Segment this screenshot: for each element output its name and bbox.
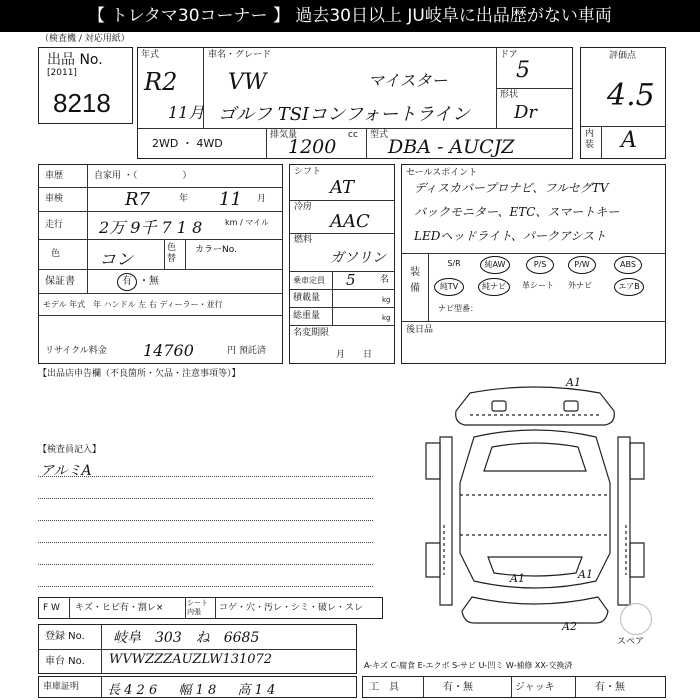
- equip-sr: S/R: [447, 259, 461, 268]
- damage-mark-rear: A1: [510, 572, 525, 585]
- year-value: R2: [144, 68, 178, 96]
- mileage-value: 2万 9千 7 1 8: [99, 218, 203, 237]
- equip-ext-navi: 外ナビ: [568, 281, 592, 290]
- navi-model-label: ナビ型番：: [438, 304, 478, 313]
- sales-point-line-1: ディスカバープロナビ、フルセグTV: [414, 181, 609, 195]
- score-value: 4.5: [607, 78, 655, 113]
- score-box: [580, 47, 666, 159]
- ac-label: 冷房: [294, 202, 313, 212]
- registration-table: [38, 624, 357, 674]
- sales-point-line-3: LEDヘッドライト、パークアシスト: [414, 229, 607, 243]
- km-unit: km / マイル: [225, 218, 270, 227]
- equip-leather-seat: 革シート: [522, 281, 554, 290]
- damage-mark-front: A1: [566, 376, 581, 389]
- warranty-no: ・無: [139, 276, 159, 287]
- recycle-value: 14760: [143, 341, 194, 360]
- sales-point-line-2: バックモニター、ETC、スマートキー: [414, 205, 620, 219]
- equipment-label: 装備: [410, 267, 420, 294]
- lot-year-tag: [2011]: [47, 68, 77, 78]
- fuel-value: ガソリン: [330, 250, 386, 266]
- shape-value: Dr: [514, 102, 538, 123]
- capacity-label: 乗車定員: [293, 276, 325, 285]
- type-label: 型式: [370, 130, 389, 140]
- spare-tire-icon: [620, 603, 652, 635]
- drive-value: 2WD ・ 4WD: [152, 137, 223, 150]
- interior-label: 内装: [585, 129, 595, 150]
- interior-value: A: [621, 128, 637, 153]
- weight-label: 総重量: [293, 311, 321, 321]
- door-label: ドア: [500, 50, 518, 60]
- change-label: 名変期限: [293, 328, 330, 338]
- lot-number: 8218: [53, 88, 111, 118]
- late-items-label: 後日品: [406, 325, 434, 335]
- seat-text: コゲ・穴・汚レ・シミ・破レ・スレ: [219, 603, 364, 613]
- make-value: VW: [228, 70, 267, 95]
- model-value: マイスター: [368, 71, 448, 90]
- cert-row: [38, 676, 357, 698]
- color-change-label: 色替: [167, 243, 177, 264]
- equip-pw: P/W: [568, 256, 596, 274]
- chassis-value: WVWZZZAUZLW131072: [109, 652, 273, 667]
- jack-label: ジャッキ: [515, 682, 555, 693]
- history-box: [38, 164, 283, 364]
- tools-row: [362, 676, 666, 698]
- lot-box: [38, 47, 133, 124]
- color-label: 色: [51, 249, 61, 259]
- sales-box: [401, 164, 666, 364]
- banner-title: 【 トレタマ30コーナー 】 過去30日以上 JU岐阜に出品歴がない車両: [0, 0, 700, 32]
- spare-label: スペア: [617, 637, 645, 647]
- shaken-year-unit: 年: [179, 194, 189, 204]
- reg-value: 岐阜 303 ね 6685: [113, 630, 260, 646]
- color-value: コン: [99, 250, 133, 270]
- cc-unit: cc: [348, 130, 358, 140]
- shaken-month-unit: 月: [257, 194, 267, 204]
- damage-mark-bumper: A2: [562, 620, 577, 633]
- name-label: 車名・グレード: [208, 50, 272, 60]
- car-damage-diagram: [400, 375, 670, 630]
- warranty-yes: 有: [117, 273, 137, 291]
- recycle-label: リサイクル料金: [45, 346, 107, 356]
- damage-legend: A-キズ C-腐食 E-エクボ S-サビ U-凹ミ W-補修 XX-交換済: [364, 661, 573, 670]
- shift-value: AT: [330, 177, 355, 198]
- mileage-label: 走行: [45, 220, 64, 230]
- fw-text: キズ・ヒビ有・割レ×: [75, 603, 164, 613]
- door-value: 5: [516, 58, 530, 83]
- month-value: 11月: [168, 103, 205, 122]
- spec-box: [289, 164, 395, 364]
- seat-label: シート 内張: [187, 599, 208, 616]
- fuel-label: 燃料: [294, 235, 313, 245]
- sales-points-label: セールスポイント: [406, 168, 478, 178]
- year-label: 年式: [141, 50, 160, 60]
- cert-label: 車庫証明: [43, 682, 80, 692]
- displacement-value: 1200: [288, 136, 337, 158]
- displacement-label: 排気量: [270, 130, 298, 140]
- ac-value: AAC: [330, 211, 370, 232]
- model-line: モデル 年式 年 ハンドル 左 右 ディーラー・並行: [43, 300, 223, 309]
- shaken-year: R7: [125, 189, 151, 210]
- fw-label: F W: [43, 603, 60, 613]
- weight-kg-unit: kg: [382, 314, 391, 322]
- equip-ps: P/S: [526, 256, 554, 274]
- inspector-note: アルミA: [40, 463, 92, 479]
- recycle-unit: 円 預託済: [227, 346, 266, 356]
- shaken-month: 11: [219, 189, 242, 210]
- cert-value: 長 4 2 6 幅 1 8 高 1 4: [107, 683, 276, 698]
- capacity-value: 5: [346, 271, 356, 289]
- header-partial: （検査機 / 対応用紙）: [40, 34, 130, 44]
- equip-genuine-tv: 純TV: [434, 278, 464, 296]
- shift-label: シフト: [294, 167, 322, 177]
- reg-label: 登録 No.: [45, 631, 85, 642]
- history-label: 車歴: [45, 171, 64, 181]
- jack-value: 有・無: [595, 682, 625, 693]
- damage-mark-right: A1: [578, 568, 593, 581]
- equip-abs: ABS: [614, 256, 642, 274]
- fw-row: [38, 597, 383, 619]
- warranty-label: 保証書: [45, 276, 75, 287]
- shaken-label: 車検: [45, 194, 64, 204]
- lot-label: 出品 No.: [47, 52, 103, 68]
- equip-genuine-navi: 純ナビ: [478, 278, 510, 296]
- inspector-label: 【検査員記入】: [38, 445, 102, 455]
- capacity-unit: 名: [380, 275, 390, 285]
- equip-genuine-aw: 純AW: [480, 256, 510, 274]
- equip-airbag: エアB: [614, 278, 644, 296]
- car-info-box: [137, 47, 573, 159]
- tool-value: 有・無: [443, 682, 473, 693]
- load-kg-unit: kg: [382, 296, 391, 304]
- exhibitor-label: 【出品店申告欄（不良箇所・欠品・注意事項等）】: [38, 369, 241, 379]
- chassis-label: 車台 No.: [45, 656, 85, 667]
- change-date: 月 日: [336, 350, 373, 360]
- color-no-label: カラーNo.: [195, 245, 237, 255]
- load-label: 積載量: [293, 293, 321, 303]
- tool-label: 工 具: [369, 682, 399, 693]
- score-label: 評価点: [609, 51, 637, 61]
- grade-value: ゴルフ TSIコンフォートライン: [218, 104, 470, 125]
- shape-label: 形状: [500, 90, 519, 100]
- history-value: 自家用 ・（ ）: [94, 171, 192, 181]
- type-value: DBA - AUCJZ: [388, 136, 515, 158]
